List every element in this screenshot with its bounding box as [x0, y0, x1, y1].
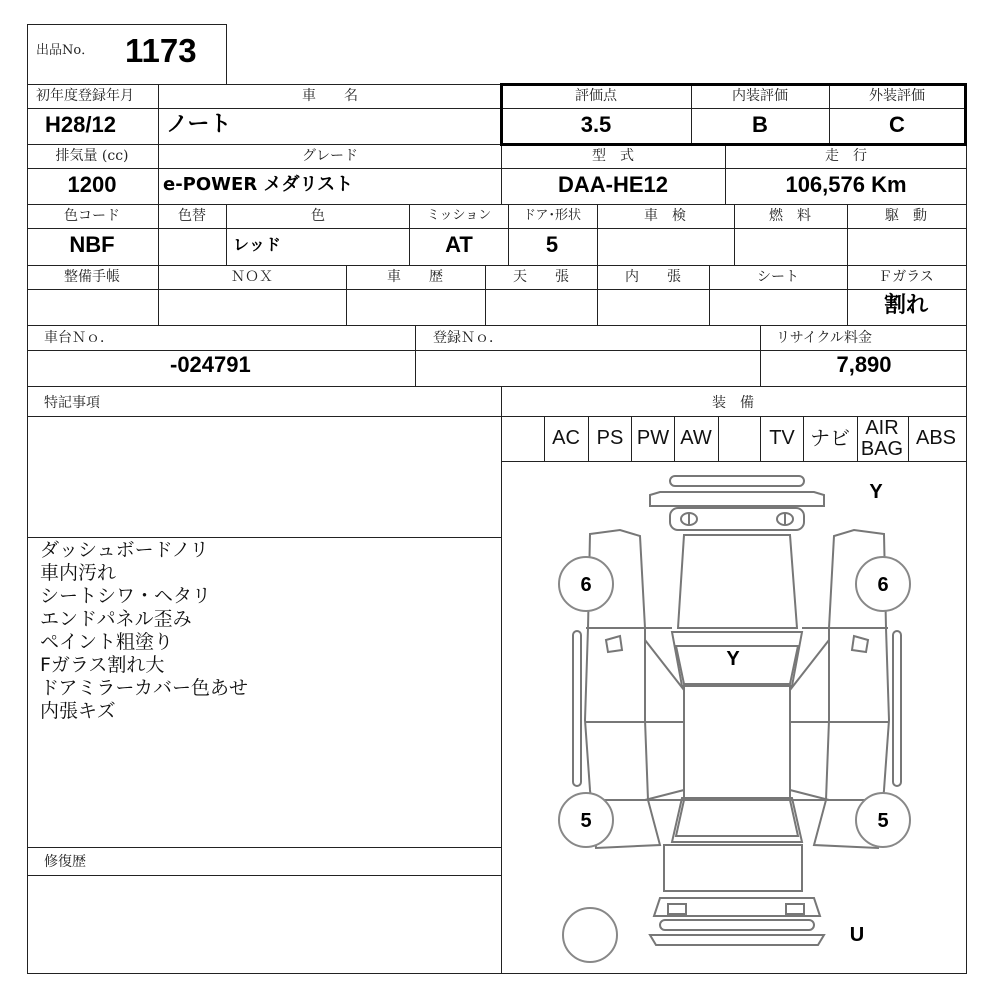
fuel-label: 燃 料	[769, 208, 811, 224]
seat-label: シート	[757, 269, 799, 285]
equipment-tv: TV	[769, 427, 795, 449]
exterior-grade-label: 外装評価	[869, 88, 925, 104]
note-item: Fガラス割れ大	[40, 654, 165, 676]
tire-rear-left-mark: 5	[580, 810, 592, 832]
chassis-number-value: -024791	[170, 352, 251, 377]
first-registration-label: 初年度登録年月	[36, 88, 134, 104]
equipment-ac: AC	[552, 427, 580, 449]
spare-tire-circle	[563, 908, 617, 962]
service-book-label: 整備手帳	[64, 269, 120, 285]
diagram-part	[650, 935, 824, 945]
interior-grade-label: 内装評価	[732, 88, 788, 104]
color-value: レッド	[233, 235, 281, 254]
diagram-part	[893, 631, 901, 786]
color-label: 色	[311, 208, 325, 224]
repaint-label: 色替	[178, 208, 206, 224]
note-item: シートシワ・ヘタリ	[40, 585, 212, 607]
front-glass-label: Ｆガラス	[878, 269, 934, 285]
note-item: ダッシュボードノリ	[40, 539, 209, 561]
equipment-navi: ナビ	[810, 426, 850, 450]
diagram-part	[678, 535, 797, 628]
displacement-label: 排気量 (cc)	[55, 148, 129, 164]
score-label: 評価点	[575, 88, 617, 104]
type-value: DAA-HE12	[557, 172, 669, 197]
door-value: 5	[545, 232, 559, 257]
drive-label: 駆 動	[885, 208, 927, 224]
repair-history-label: 修復歴	[44, 854, 86, 870]
color-code-label: 色コード	[64, 208, 120, 224]
tire-front-right-mark: 6	[877, 574, 889, 596]
interior-grade-value: B	[752, 112, 768, 137]
door-label: ドア･形状	[522, 208, 582, 223]
displacement-value: 1200	[67, 172, 117, 197]
score-value: 3.5	[580, 112, 612, 137]
note-item: 車内汚れ	[40, 562, 117, 584]
diagram-part	[668, 904, 686, 914]
equipment-abs: ABS	[915, 427, 957, 449]
diagram-part	[573, 631, 581, 786]
recycle-fee-value: 7,890	[836, 352, 892, 377]
grade-label: グレード	[302, 148, 358, 164]
vehicle-history-label: 車 歴	[387, 269, 443, 285]
diagram-part	[670, 476, 804, 486]
transmission-label: ミッション	[426, 208, 492, 223]
note-item: エンドパネル歪み	[40, 608, 192, 630]
recycle-fee-label: リサイクル料金	[776, 330, 873, 346]
damage-mark-top-right: Y	[869, 481, 883, 503]
note-item: 内張キズ	[40, 700, 116, 722]
lot-label: 出品No．	[36, 43, 95, 58]
registration-number-label: 登録Ｎｏ．	[433, 330, 503, 346]
first-registration-value: H28/12	[45, 112, 116, 137]
diagram-part	[670, 508, 804, 530]
interior-trim-label: 内 張	[625, 269, 681, 285]
diagram-part	[684, 686, 790, 798]
damage-mark-roof: Y	[726, 648, 740, 670]
sunroof-label: 天 張	[513, 269, 569, 285]
mileage-label: 走 行	[825, 148, 867, 164]
diagram-part	[650, 492, 824, 506]
tire-front-left-mark: 6	[580, 574, 592, 596]
diagram-part	[676, 800, 798, 836]
model-label: 車 名	[302, 88, 358, 104]
tire-rear-right-mark: 5	[877, 810, 889, 832]
equipment-airbag-top: AIR	[865, 417, 899, 439]
note-item: ペイント粗塗り	[40, 631, 174, 653]
type-label: 型 式	[592, 148, 634, 164]
color-code-value: NBF	[69, 232, 115, 257]
lot-number: 1173	[125, 32, 197, 69]
transmission-value: AT	[445, 232, 473, 257]
diagram-part	[852, 636, 868, 652]
diagram-part	[790, 790, 829, 800]
diagram-part	[664, 845, 802, 891]
model-value: ノート	[166, 112, 232, 137]
diagram-part	[660, 920, 814, 930]
diagram-part	[645, 790, 684, 800]
special-notes-label: 特記事項	[44, 395, 100, 411]
mileage-value: 106,576 Km	[785, 172, 907, 197]
front-glass-value: 割れ	[883, 293, 929, 318]
equipment-pw: PW	[636, 427, 670, 449]
equipment-ps: PS	[596, 427, 624, 449]
nox-label: ＮＯＸ	[231, 269, 273, 285]
chassis-number-label: 車台Ｎｏ．	[44, 330, 114, 346]
inspection-label: 車 検	[644, 208, 686, 224]
diagram-part	[786, 904, 804, 914]
equipment-airbag-bottom: BAG	[860, 438, 904, 460]
equipment-label: 装 備	[712, 395, 754, 411]
diagram-part	[606, 636, 622, 652]
note-item: ドアミラーカバー色あせ	[40, 677, 249, 699]
damage-mark-bottom-right: U	[849, 924, 865, 946]
grade-value: e-POWER メダリスト	[163, 174, 354, 195]
equipment-aw: AW	[680, 427, 712, 449]
exterior-grade-value: C	[889, 112, 905, 137]
